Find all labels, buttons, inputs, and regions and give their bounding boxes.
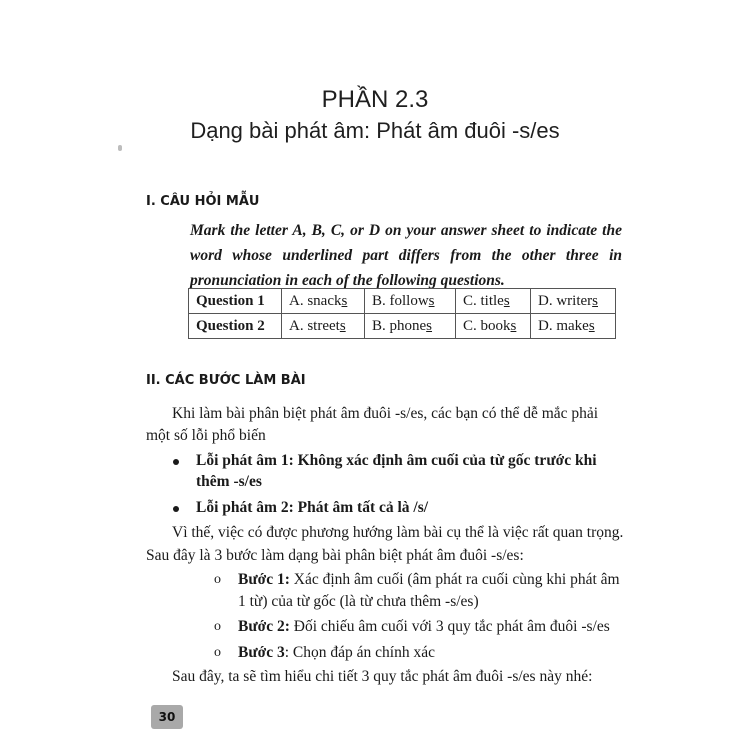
option-cell: A. snacks (282, 289, 365, 314)
section-heading-sample-questions: I. CÂU HỎI MẪU (146, 194, 260, 209)
option-cell: C. books (456, 314, 531, 339)
bullet-dot-icon (173, 506, 179, 512)
option-cell: D. makes (531, 314, 616, 339)
error1-line-1: Lỗi phát âm 1: Không xác định âm cuối của từ gốc trước khi (196, 452, 597, 469)
circle-bullet-icon: o (214, 619, 221, 634)
question-label: Question 2 (189, 314, 282, 339)
step2-line: Bước 2: Đối chiếu âm cuối với 3 quy tắc phát âm đuôi -s/es (238, 618, 610, 635)
error1-line-2: thêm -s/es (196, 473, 262, 490)
step3-line: Bước 3: Chọn đáp án chính xác (238, 644, 435, 661)
bullet-dot-icon (173, 459, 179, 465)
table-row (189, 289, 616, 314)
scan-speck (118, 145, 122, 151)
section-heading-steps: II. CÁC BƯỚC LÀM BÀI (146, 373, 306, 388)
step1-line-2: 1 từ) của từ gốc (là từ chưa thêm -s/es) (238, 593, 479, 610)
question-label: Question 1 (189, 289, 282, 314)
circle-bullet-icon: o (214, 645, 221, 660)
error2-line: Lỗi phát âm 2: Phát âm tất cả là /s/ (196, 499, 429, 516)
option-cell: B. follows (365, 289, 456, 314)
option-cell: A. streets (282, 314, 365, 339)
intro-line-1: Khi làm bài phân biệt phát âm đuôi -s/es, các bạn có thể dễ mắc phải (172, 405, 599, 422)
instruction-text: Mark the letter A, B, C, or D on your answer sheet to indicate the word whose underlined part differs from the other three in pronunciation in each of the following questions. (190, 222, 622, 289)
part-title: Dạng bài phát âm: Phát âm đuôi -s/es (190, 118, 560, 143)
question-table (188, 288, 616, 339)
intro-line-2: một số lỗi phổ biến (146, 427, 266, 444)
para2-line-2: Sau đây là 3 bước làm dạng bài phân biệt phát âm đuôi -s/es: (146, 547, 524, 564)
table-row (189, 314, 616, 339)
closing-line: Sau đây, ta sẽ tìm hiểu chi tiết 3 quy tắc phát âm đuôi -s/es này nhé: (172, 668, 593, 685)
option-cell: B. phones (365, 314, 456, 339)
part-label: PHẦN 2.3 (321, 86, 429, 113)
circle-bullet-icon: o (214, 572, 221, 587)
option-cell: D. writers (531, 289, 616, 314)
option-cell: C. titles (456, 289, 531, 314)
para2-line-1: Vì thế, việc có được phương hướng làm bài cụ thể là việc rất quan trọng. (172, 524, 624, 541)
step1-line-1: Bước 1: Xác định âm cuối (âm phát ra cuối cùng khi phát âm (238, 571, 620, 588)
page-number-badge: 30 (151, 705, 183, 729)
